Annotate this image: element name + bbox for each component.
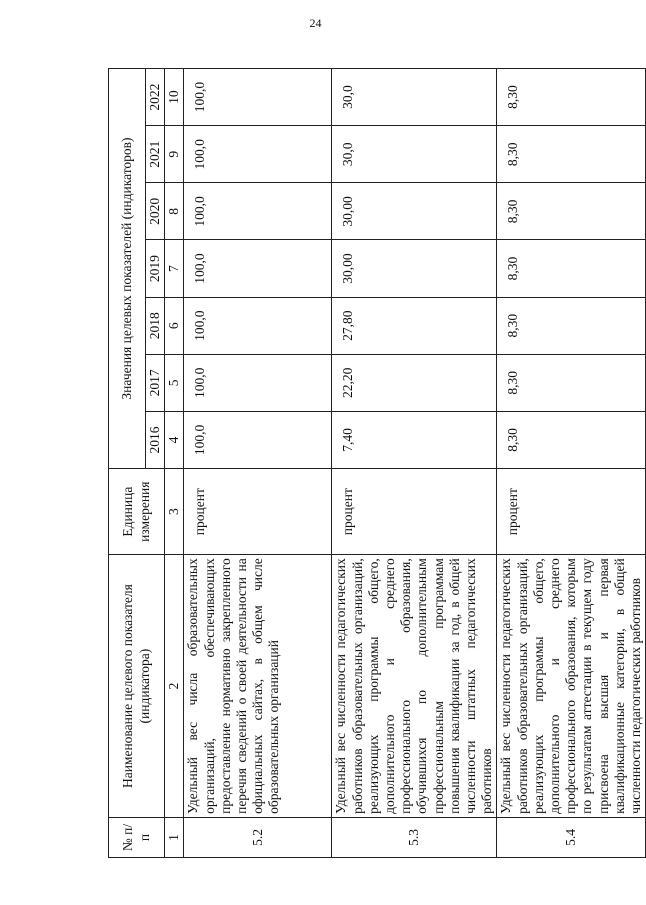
indicators-table-rotated — [108, 68, 644, 858]
value-cell: 100,0 — [184, 354, 332, 411]
row-number: 5.4 — [497, 817, 646, 857]
row-number: 5.2 — [184, 817, 332, 857]
value-cell: 8,30 — [497, 126, 646, 183]
value-cell: 8,30 — [497, 240, 646, 297]
indicator-unit: процент — [184, 469, 332, 555]
header-num: № п/п — [109, 817, 165, 857]
header-unit: Единица измерения — [109, 469, 165, 555]
value-cell: 100,0 — [184, 183, 332, 240]
header-year: 2016 — [146, 411, 165, 468]
table-row — [497, 69, 646, 858]
value-cell: 22,20 — [332, 354, 497, 411]
header-year: 2021 — [146, 126, 165, 183]
table-row — [184, 69, 332, 858]
column-number-row — [165, 69, 184, 858]
page-number: 24 — [309, 16, 322, 30]
value-cell: 30,00 — [332, 183, 497, 240]
indicator-name: Удельный вес численности педагогических работников образовательных организаций, реализующих программы общего, дополнительного и среднего профессионального образования, которым по результатам аттестации в текущем году присвоена высшая и первая квалификационные категории, в общей численности педагогических работников — [497, 555, 646, 818]
value-cell: 7,40 — [332, 411, 497, 468]
value-cell: 100,0 — [184, 411, 332, 468]
value-cell: 30,0 — [332, 126, 497, 183]
indicator-name: Удельный вес числа образовательных организаций, обеспечивающих предоставление нормативно закрепленного перечня сведений о своей деятельности на официальных сайтах, в общем числе образовательных организаций — [184, 555, 332, 818]
column-number: 9 — [165, 126, 184, 183]
value-cell: 8,30 — [497, 183, 646, 240]
header-year: 2019 — [146, 240, 165, 297]
value-cell: 100,0 — [184, 126, 332, 183]
column-number: 4 — [165, 411, 184, 468]
column-number: 3 — [165, 469, 184, 555]
value-cell: 8,30 — [497, 411, 646, 468]
header-year: 2020 — [146, 183, 165, 240]
value-cell: 100,0 — [184, 240, 332, 297]
header-name: Наименование целевого показателя (индикатора) — [109, 555, 165, 818]
indicator-unit: процент — [497, 469, 646, 555]
value-cell: 8,30 — [497, 354, 646, 411]
value-cell: 8,30 — [497, 297, 646, 354]
header-values-group: Значения целевых показателей (индикаторов) — [109, 69, 146, 469]
column-number: 8 — [165, 183, 184, 240]
value-cell: 30,00 — [332, 240, 497, 297]
value-cell: 8,30 — [497, 69, 646, 126]
column-number: 5 — [165, 354, 184, 411]
column-number: 1 — [165, 817, 184, 857]
indicator-name: Удельный вес численности педагогических работников образовательных организаций, реализующих программы общего, дополнительного и среднего профессионального образования, обучившихся по дополнительным профессиональным программам повышения квалификации за год, в общей численности штатных педагогических работников — [332, 555, 497, 818]
column-number: 10 — [165, 69, 184, 126]
column-number: 6 — [165, 297, 184, 354]
value-cell: 100,0 — [184, 297, 332, 354]
indicator-unit: процент — [332, 469, 497, 555]
value-cell: 27,80 — [332, 297, 497, 354]
header-year: 2018 — [146, 297, 165, 354]
table-row — [332, 69, 497, 858]
header-year: 2017 — [146, 354, 165, 411]
column-number: 2 — [165, 555, 184, 818]
header-year: 2022 — [146, 69, 165, 126]
column-number: 7 — [165, 240, 184, 297]
value-cell: 30,0 — [332, 69, 497, 126]
value-cell: 100,0 — [184, 69, 332, 126]
row-number: 5.3 — [332, 817, 497, 857]
indicators-table — [108, 68, 646, 858]
